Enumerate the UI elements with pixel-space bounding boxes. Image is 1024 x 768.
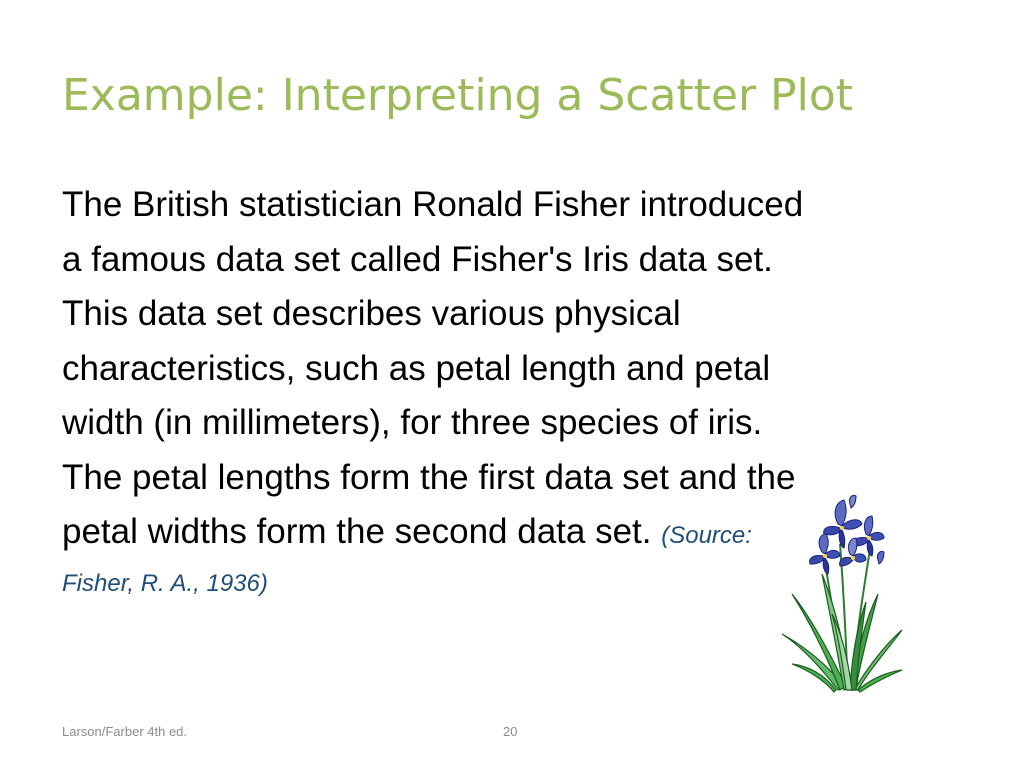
footer-source: Larson/Farber 4th ed. [62,724,188,739]
body-line: a famous data set called Fisher's Iris data set. [62,239,773,279]
body-line: The British statistician Ronald Fisher introduced [62,185,804,224]
citation-end: Fisher, R. A., 1936) [62,569,268,597]
page-number: 20 [503,724,518,739]
body-line-text: petal widths form the second data set. [62,512,652,551]
body-line: This data set describes various physical [62,294,681,333]
iris-flower-illustration [778,494,908,694]
body-line: width (in millimeters), for three species of iris. [62,403,763,442]
iris-blossoms [810,495,884,574]
body-line: The petal lengths form the first data set and the [62,457,796,497]
leaves [782,574,902,692]
citation-start: (Source: [661,522,752,549]
slide-title: Example: Interpreting a Scatter Plot [62,70,853,121]
body-line: characteristics, such as petal length and petal [62,348,771,388]
